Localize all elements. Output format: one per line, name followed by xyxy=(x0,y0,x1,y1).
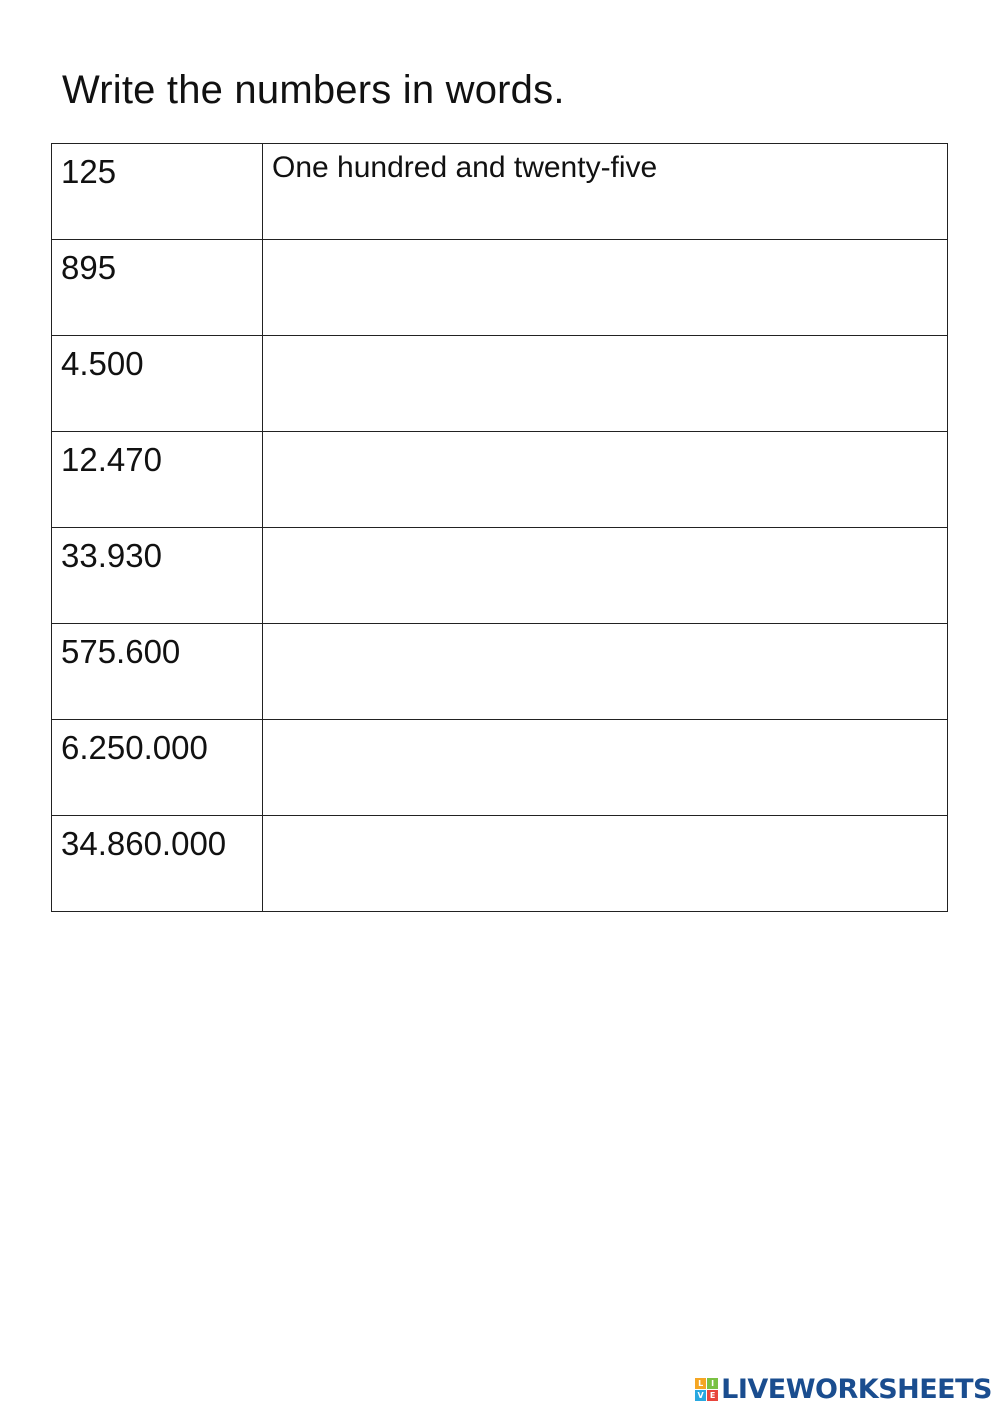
worksheet-title: Write the numbers in words. xyxy=(62,68,565,112)
answer-cell xyxy=(263,816,948,912)
table-row xyxy=(52,624,948,720)
logo-letter: L xyxy=(695,1378,706,1389)
table-row xyxy=(52,816,948,912)
answer-cell xyxy=(263,624,948,720)
answer-input[interactable] xyxy=(272,726,913,762)
logo-letter: I xyxy=(707,1378,718,1389)
number-cell: 575.600 xyxy=(52,624,263,720)
answer-cell xyxy=(263,240,948,336)
number-cell: 125 xyxy=(52,144,263,240)
liveworksheets-logo-icon xyxy=(695,1378,718,1401)
number-cell: 6.250.000 xyxy=(52,720,263,816)
answer-input[interactable] xyxy=(272,438,913,474)
table-row xyxy=(52,432,948,528)
number-cell: 33.930 xyxy=(52,528,263,624)
answer-input[interactable] xyxy=(272,246,913,282)
answer-cell xyxy=(263,336,948,432)
table-row xyxy=(52,720,948,816)
answer-input[interactable] xyxy=(272,630,913,666)
table-row xyxy=(52,336,948,432)
answer-cell xyxy=(263,432,948,528)
liveworksheets-logo xyxy=(695,1374,992,1405)
table-row xyxy=(52,144,948,240)
logo-letter: V xyxy=(695,1390,706,1401)
number-cell: 34.860.000 xyxy=(52,816,263,912)
numbers-table xyxy=(51,143,948,912)
logo-letter: E xyxy=(707,1390,718,1401)
answer-cell xyxy=(263,720,948,816)
number-cell: 4.500 xyxy=(52,336,263,432)
table-row xyxy=(52,528,948,624)
answer-input[interactable] xyxy=(272,342,913,378)
answer-example-text: One hundred and twenty-five xyxy=(272,151,658,184)
table-row xyxy=(52,240,948,336)
answer-input[interactable] xyxy=(272,534,913,570)
number-cell: 12.470 xyxy=(52,432,263,528)
liveworksheets-brand-text: LIVEWORKSHEETS xyxy=(721,1374,992,1405)
answer-cell xyxy=(263,144,948,240)
number-cell: 895 xyxy=(52,240,263,336)
answer-cell xyxy=(263,528,948,624)
answer-input[interactable] xyxy=(272,822,913,858)
